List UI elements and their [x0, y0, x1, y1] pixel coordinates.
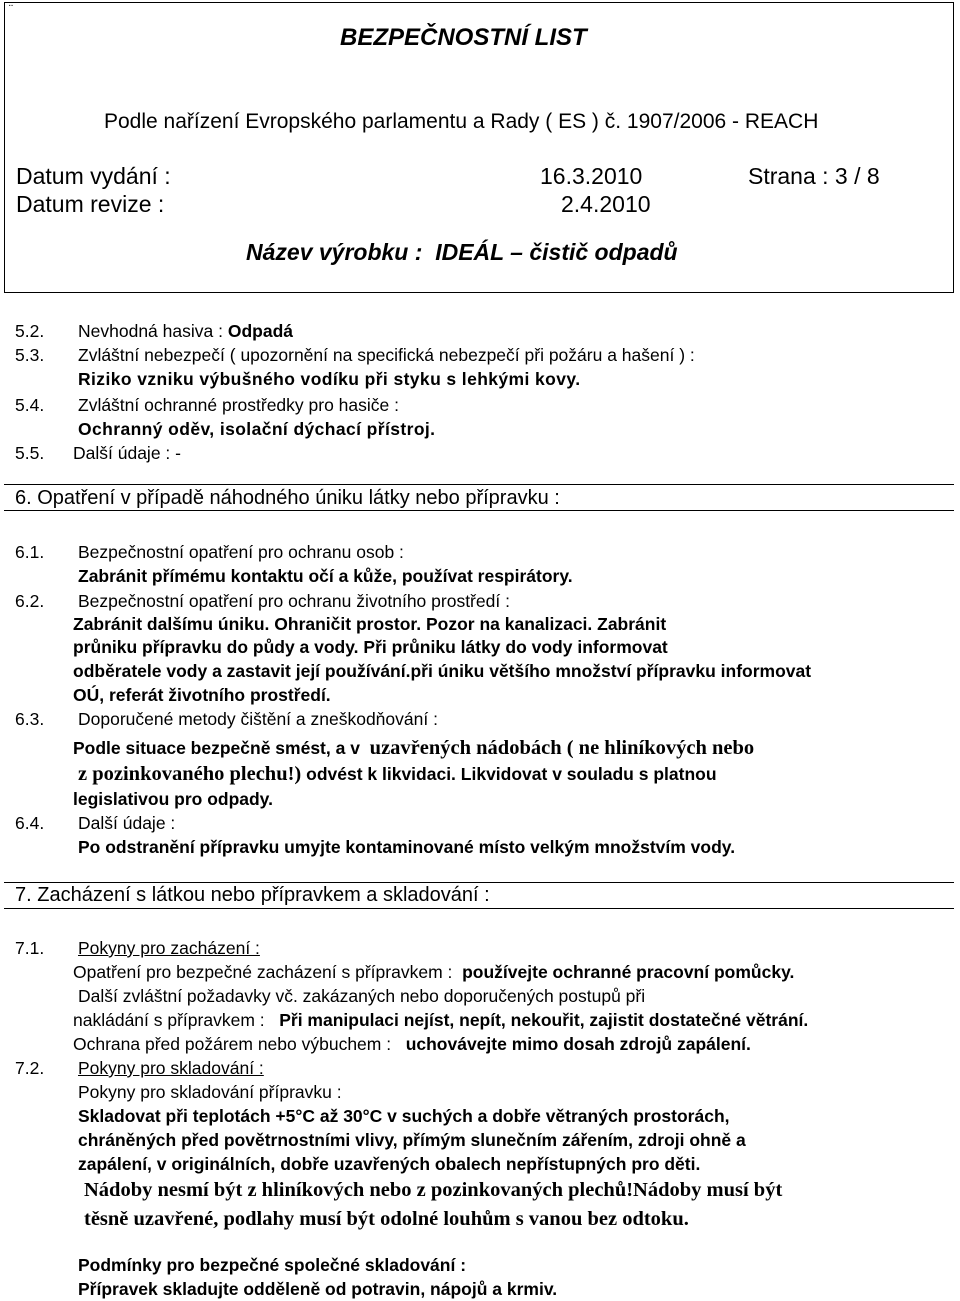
item-value: Podle situace bezpečně smést, a v uzavřených nádobách ( ne hliníkových nebo [73, 737, 755, 759]
item-value: Ochranný oděv, isolační dýchací přístroj. [78, 419, 436, 439]
item-label: Nevhodná hasiva : Odpadá [78, 321, 293, 341]
item-value: Zabránit přímému kontaktu očí a kůže, používat respirátory. [78, 566, 573, 586]
regulation-line: Podle nařízení Evropského parlamentu a Rady ( ES ) č. 1907/2006 - REACH [104, 110, 819, 133]
item-line: Opatření pro bezpečné zacházení s přípravkem : používejte ochranné pracovní pomůcky. [73, 962, 795, 982]
product-label: Název výrobku : [246, 239, 423, 265]
item-label: Další údaje : - [73, 443, 181, 463]
item-line: Pokyny pro skladování přípravku : [78, 1082, 342, 1102]
issue-date-label: Datum vydání : [16, 163, 171, 189]
item-number: 7.2. [15, 1058, 45, 1078]
item-label: Doporučené metody čištění a zneškodňování : [78, 709, 438, 729]
item-number: 5.2. [15, 321, 45, 341]
item-label: Pokyny pro zacházení : [78, 938, 260, 958]
item-value: těsně uzavřené, podlahy musí být odolné louhům s vanou bez odtoku. [84, 1208, 689, 1230]
document-title: BEZPEČNOSTNÍ LIST [340, 24, 587, 51]
item-value: z pozinkovaného plechu!) odvést k likvidaci. Likvidovat v souladu s platnou [78, 763, 717, 785]
item-value: Zabránit dalšímu úniku. Ohraničit prostor. Pozor na kanalizaci. Zabránit [73, 614, 667, 634]
item-value: průniku přípravku do půdy a vody. Při průniku látky do vody informovat [73, 637, 668, 657]
section-6-heading: 6. Opatření v případě náhodného úniku látky nebo přípravku : [15, 487, 560, 509]
section-7-heading: 7. Zacházení s látkou nebo přípravkem a skladování : [15, 884, 490, 906]
item-number: 6.1. [15, 542, 45, 562]
item-line: Další zvláštní požadavky vč. zakázaných nebo doporučených postupů při [78, 986, 646, 1006]
item-value: Přípravek skladujte odděleně od potravin, nápojů a krmiv. [78, 1279, 558, 1299]
item-number: 5.4. [15, 395, 45, 415]
product-name-line [246, 239, 678, 266]
item-number: 5.5. [15, 443, 45, 463]
item-number: 6.3. [15, 709, 45, 729]
item-value: Nádoby nesmí být z hliníkových nebo z pozinkovaných plechů!Nádoby musí být [84, 1179, 783, 1201]
item-label: Zvláštní nebezpečí ( upozornění na specifická nebezpečí při požáru a hašení ) : [78, 345, 695, 365]
item-value: chráněných před povětrnostními vlivy, přímým slunečním zářením, zdroji ohně a [78, 1130, 746, 1150]
item-value: Po odstranění přípravku umyjte kontaminované místo velkým množstvím vody. [78, 837, 736, 857]
item-label: Pokyny pro skladování : [78, 1058, 264, 1078]
item-number: 6.2. [15, 591, 45, 611]
item-value: zapálení, v originálních, dobře uzavřených obalech nepřístupných pro děti. [78, 1154, 701, 1174]
page-number: Strana : 3 / 8 [748, 163, 880, 189]
item-line: nakládání s přípravkem : Při manipulaci nejíst, nepít, nekouřit, zajistit dostatečné větrání. [73, 1010, 809, 1030]
item-value: Riziko vzniku výbušného vodíku při styku s lehkými kovy. [78, 369, 581, 389]
item-number: 5.3. [15, 345, 45, 365]
revision-date: 2.4.2010 [561, 191, 651, 217]
corner-mark: ¨ [9, 2, 13, 16]
item-value: legislativou pro odpady. [73, 789, 273, 809]
item-label: Bezpečnostní opatření pro ochranu osob : [78, 542, 404, 562]
item-label: Podmínky pro bezpečné společné skladování : [78, 1255, 467, 1275]
product-name: IDEÁL – čistič odpadů [435, 239, 678, 265]
item-label: Zvláštní ochranné prostředky pro hasiče : [78, 395, 399, 415]
item-label: Bezpečnostní opatření pro ochranu životního prostředí : [78, 591, 510, 611]
item-label: Další údaje : [78, 813, 176, 833]
item-number: 7.1. [15, 938, 45, 958]
issue-date: 16.3.2010 [540, 163, 643, 189]
item-value: Skladovat při teplotách +5°C až 30°C v suchých a dobře větraných prostorách, [78, 1106, 730, 1126]
item-value: OÚ, referát životního prostředí. [73, 685, 331, 705]
item-value: odběratele vody a zastavit její používání.při úniku většího množství přípravku informovat [73, 661, 812, 681]
revision-date-label: Datum revize : [16, 191, 165, 217]
item-number: 6.4. [15, 813, 45, 833]
item-line: Ochrana před požárem nebo výbuchem : uchovávejte mimo dosah zdrojů zapálení. [73, 1034, 751, 1054]
